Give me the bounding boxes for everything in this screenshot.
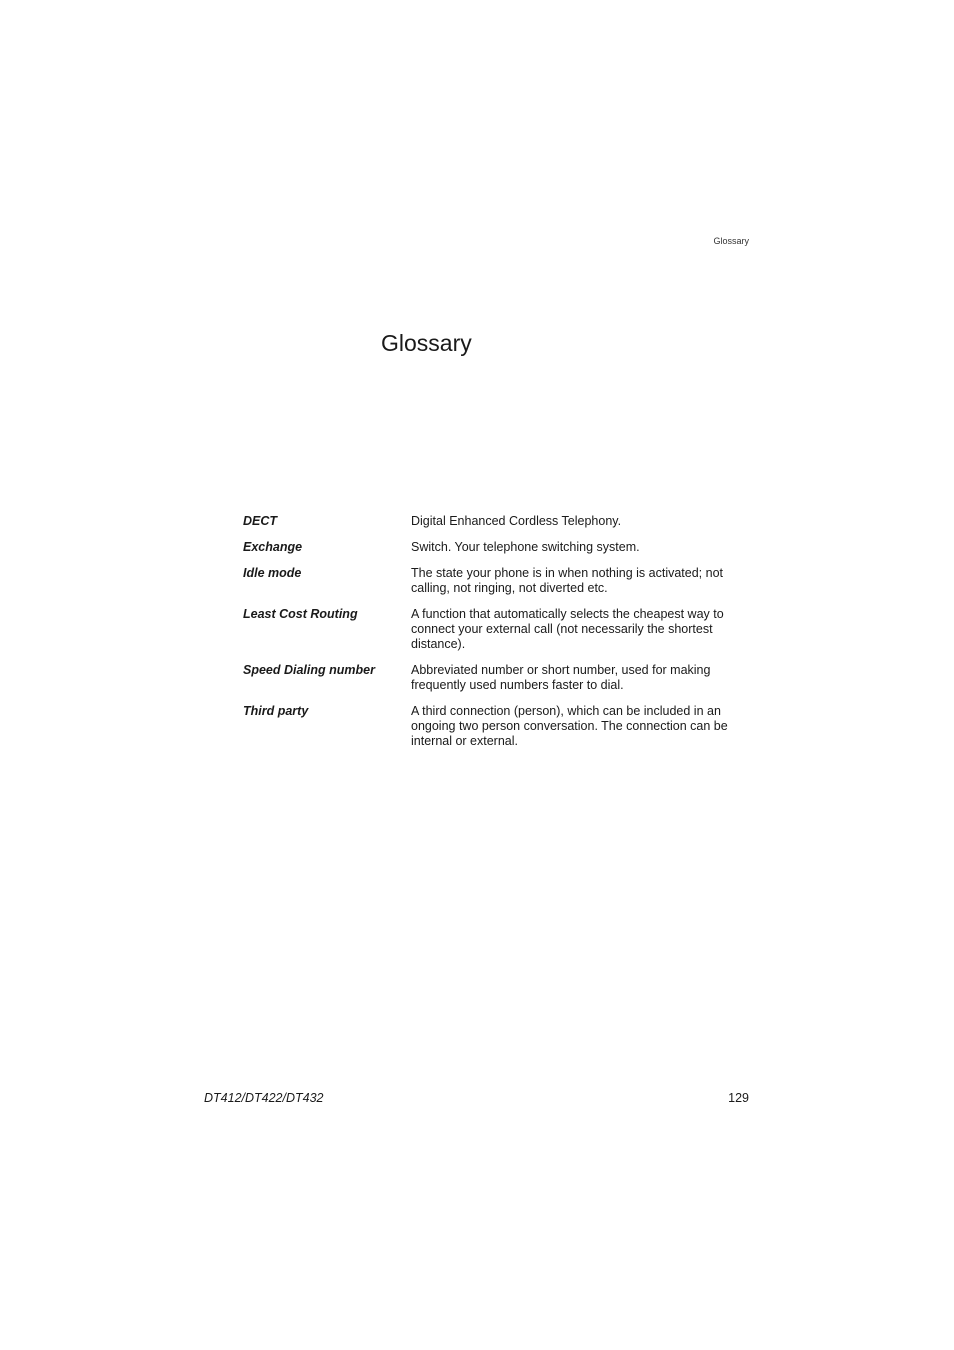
glossary-entry (243, 607, 743, 652)
glossary-definition: Digital Enhanced Cordless Telephony. (411, 514, 622, 528)
glossary-entry (243, 566, 743, 596)
footer-page-number: 129 (728, 1091, 749, 1105)
glossary-entry (243, 663, 743, 693)
glossary-definition: The state your phone is in when nothing is activated; not calling, not ringing, not diverted etc. (411, 566, 723, 595)
glossary-definition: A third connection (person), which can be included in an ongoing two person conversation. The connection can be internal or external. (411, 704, 728, 748)
glossary-entry (243, 514, 743, 529)
glossary-term: Third party (243, 704, 309, 718)
glossary-term: Exchange (243, 540, 303, 554)
running-header: Glossary (713, 236, 749, 246)
glossary-definition: A function that automatically selects the cheapest way to connect your external call (not necessarily the shortest distance). (411, 607, 724, 651)
footer-document-id: DT412/DT422/DT432 (204, 1091, 324, 1105)
glossary-list (243, 514, 743, 760)
glossary-term: Idle mode (243, 566, 302, 580)
glossary-entry (243, 704, 743, 749)
page-title: Glossary (381, 330, 472, 356)
glossary-definition: Switch. Your telephone switching system. (411, 540, 640, 554)
glossary-entry (243, 540, 743, 555)
glossary-definition: Abbreviated number or short number, used for making frequently used numbers faster to dial. (411, 663, 711, 692)
glossary-term: DECT (243, 514, 278, 528)
glossary-term: Speed Dialing number (243, 663, 375, 677)
glossary-term: Least Cost Routing (243, 607, 358, 621)
